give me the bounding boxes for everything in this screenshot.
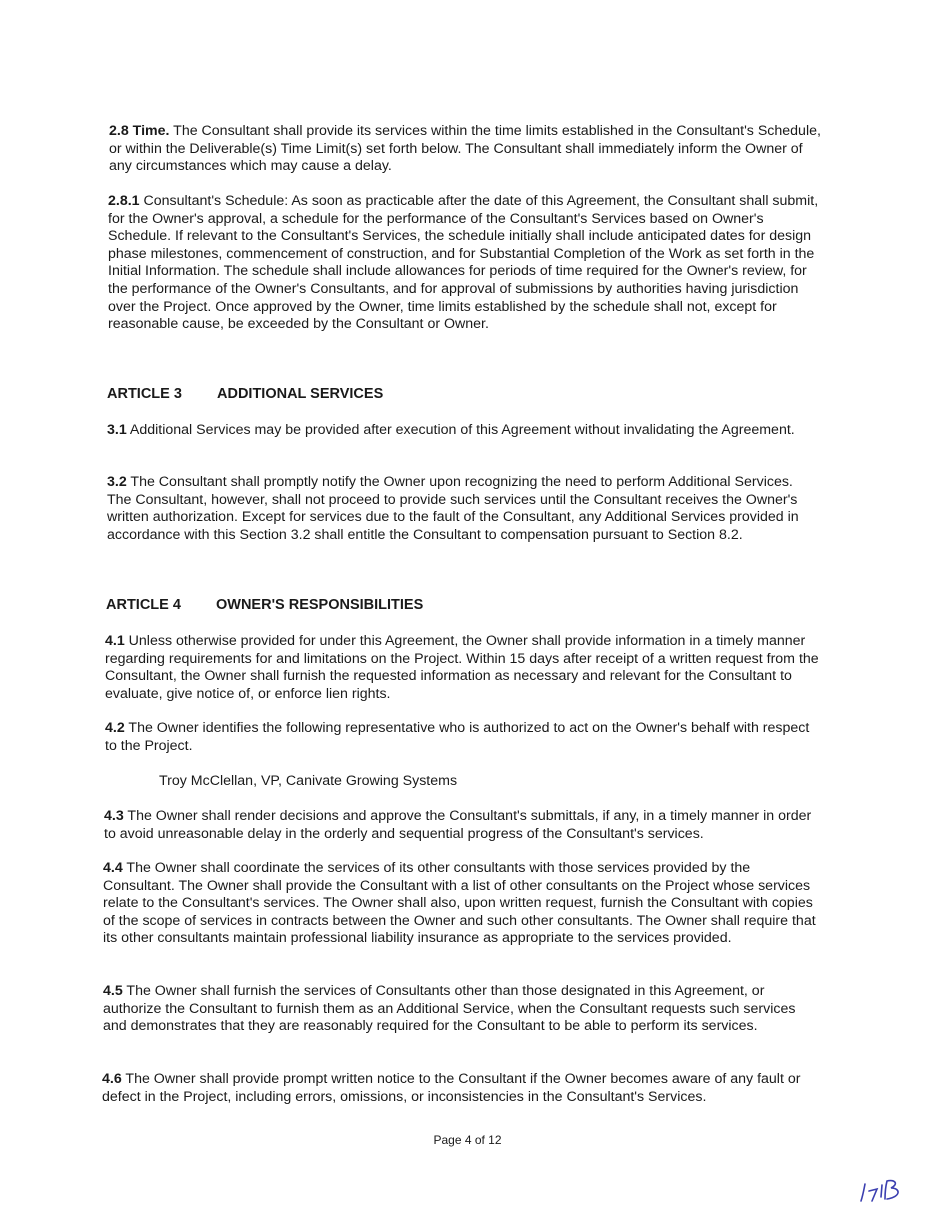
- section-number: 3.1: [107, 422, 127, 438]
- section-text: The Owner shall render decisions and approve the Consultant's submittals, if any, in a timely manner in order to avoid unreasonable delay in the orderly and sequential progress of the Consultant's services.: [104, 808, 812, 842]
- article-number: ARTICLE 4: [106, 597, 181, 613]
- section-4-1: [105, 633, 821, 703]
- section-text: The Owner shall furnish the services of Consultants other than those designated in this Agreement, or authorize the Consultant to furnish them as an Additional Service, when the Consultant requests such services and demonstrates that they are reasonably required for the Consultant to be able to perform its services.: [103, 983, 796, 1035]
- section-text: The Owner identifies the following representative who is authorized to act on the Owner's behalf with respect to the Project.: [105, 720, 810, 754]
- section-4-6: [102, 1071, 818, 1106]
- section-text: The Owner shall provide prompt written notice to the Consultant if the Owner becomes aware of any fault or defect in the Project, including errors, omissions, or inconsistencies in the Consultant's Services.: [102, 1071, 801, 1105]
- section-number: 2.8 Time.: [109, 123, 170, 139]
- section-2-8: [109, 123, 821, 176]
- section-text: Additional Services may be provided after execution of this Agreement without invalidating the Agreement.: [126, 422, 795, 438]
- article-4-heading: [106, 597, 423, 613]
- section-text: Consultant's Schedule: As soon as practicable after the date of this Agreement, the Consultant shall submit, for the Owner's approval, a schedule for the performance of the Consultant's Services based on Owner's Schedule. If relevant to the Consultant's Services, the schedule initially shall include anticipated dates for design phase milestones, commencement of construction, and for Substantial Completion of the Work as set forth in the Initial Information. The schedule shall include allowances for periods of time required for the Owner's review, for the performance of the Owner's Consultants, and for approval of submissions by authorities having jurisdiction over the Project. Once approved by the Owner, time limits established by the schedule shall not, except for reasonable cause, be exceeded by the Consultant or Owner.: [108, 193, 819, 333]
- article-title: OWNER'S RESPONSIBILITIES: [216, 597, 424, 613]
- section-3-2: [107, 474, 819, 544]
- section-number: 3.2: [107, 474, 127, 490]
- section-number: 2.8.1: [108, 193, 140, 209]
- section-number: 4.2: [105, 720, 125, 736]
- section-4-5: [103, 983, 819, 1036]
- section-2-8-1: [108, 193, 824, 334]
- article-title: ADDITIONAL SERVICES: [217, 386, 384, 402]
- section-4-2: [105, 720, 817, 755]
- article-number: ARTICLE 3: [107, 386, 182, 402]
- section-text: The Consultant shall provide its services within the time limits established in the Consultant's Schedule, or within the Deliverable(s) Time Limit(s) set forth below. The Consultant shall immediately inform the Owner of any circumstances which may cause a delay.: [109, 123, 821, 175]
- section-4-3: [104, 808, 820, 843]
- section-3-1: [107, 422, 819, 440]
- page-number: Page 4 of 12: [433, 1133, 502, 1147]
- section-text: The Consultant shall promptly notify the Owner upon recognizing the need to perform Additional Services. The Consultant, however, shall not proceed to provide such services until the Consultant receives the Owner's written authorization. Except for services due to the fault of the Consultant, any Additional Services provided in accordance with this Section 3.2 shall entitle the Consultant to compensation pursuant to Section 8.2.: [107, 474, 799, 543]
- section-number: 4.1: [105, 633, 125, 649]
- section-4-4: [103, 860, 819, 948]
- owner-representative: Troy McClellan, VP, Canivate Growing Systems: [159, 773, 458, 789]
- section-text: The Owner shall coordinate the services of its other consultants with those services provided by the Consultant. The Owner shall provide the Consultant with a list of other consultants on the Project whose services relate to the Consultant's services. The Owner shall also, upon written request, furnish the Consultant with copies of the scope of services in contracts between the Owner and such other consultants. The Owner shall require that its other consultants maintain professional liability insurance as appropriate to the services provided.: [103, 860, 816, 947]
- section-number: 4.6: [102, 1071, 122, 1087]
- section-number: 4.3: [104, 808, 124, 824]
- section-text: Unless otherwise provided for under this Agreement, the Owner shall provide information in a timely manner regarding requirements for and limitations on the Project. Within 15 days after receipt of a written request from the Consultant, the Owner shall furnish the requested information as necessary and relevant for the Consultant to evaluate, give notice of, or enforce lien rights.: [105, 633, 819, 702]
- section-number: 4.5: [103, 983, 123, 999]
- article-3-heading: [107, 386, 383, 402]
- section-number: 4.4: [103, 860, 123, 876]
- handwritten-initials-mark: [857, 1175, 909, 1205]
